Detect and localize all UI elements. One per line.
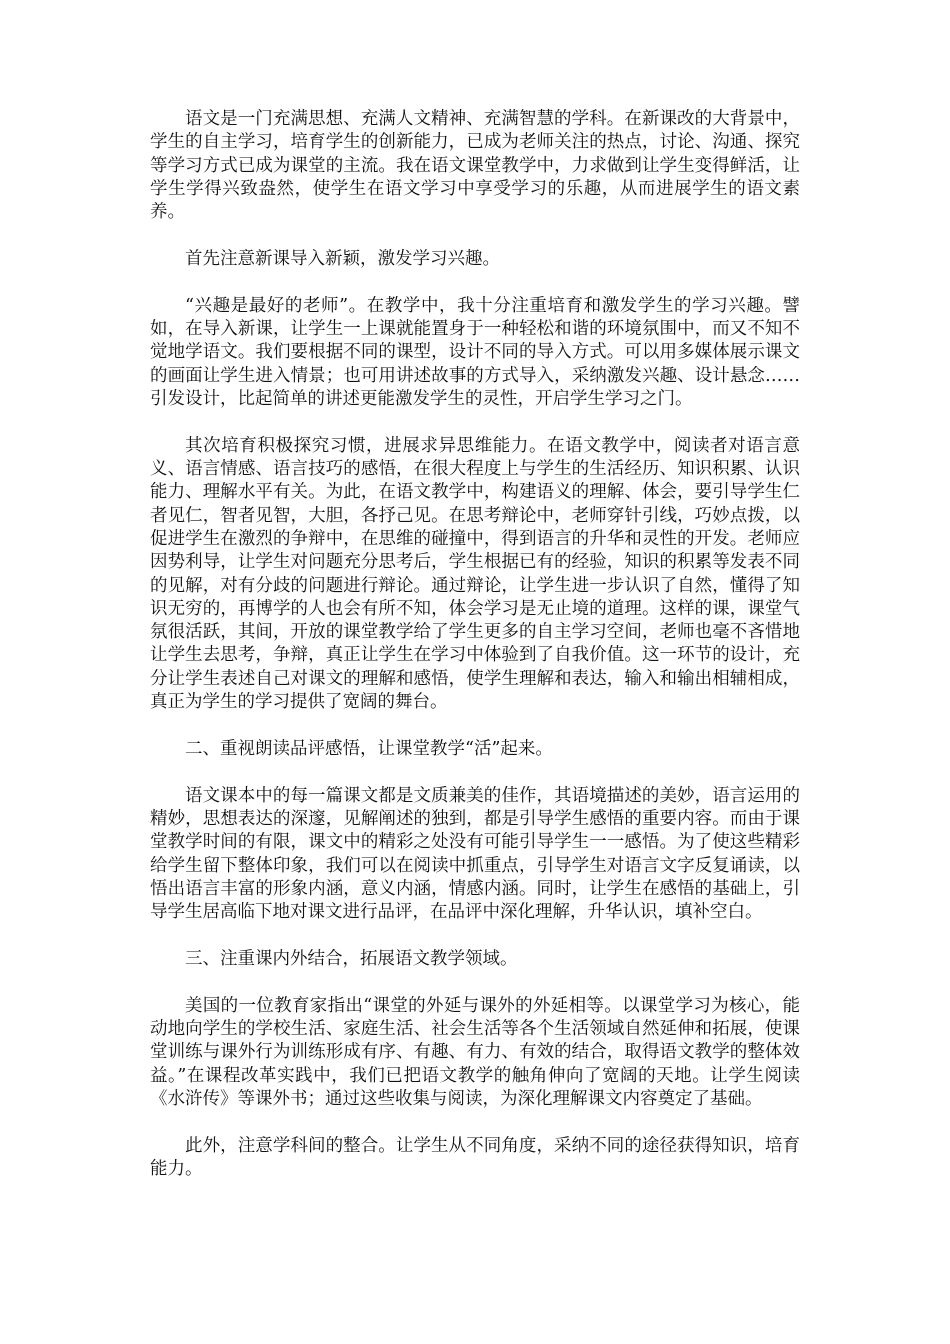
paragraph-heading-2: 二、重视朗读品评感悟，让课堂教学“活”起来。 xyxy=(185,738,553,759)
paragraph-intro: 语文是一门充满思想、充满人文精神、充满智慧的学科。在新课改的大背景中，学生的自主学习，培育学生的创新能力，已成为老师关注的热点，讨论、沟通、探究等学习方式已成为课堂的主流。我在语文课堂教学中，力求做到让学生变得鲜活，让学生学得兴致盎然，使学生在语文学习中享受学习的乐趣，从而进展学生的语文素养。 xyxy=(150,109,800,223)
paragraph-extension: 美国的一位教育家指出“课堂的外延与课外的外延相等。以课堂学习为核心，能动地向学生的学校生活、家庭生活、社会生活等各个生活领域自然延伸和拓展，使课堂训练与课外行为训练形成有序、有趣、有力、有效的结合，取得语文教学的整体效益。”在课程改革实践中，我们已把语文教学的触角伸向了宽阔的天地。让学生阅读《水浒传》等课外书；通过这些收集与阅读，为深化理解课文内容奠定了基础。 xyxy=(150,995,800,1109)
document-body xyxy=(150,108,800,1205)
paragraph-reading: 语文课本中的每一篇课文都是文质兼美的佳作，其语境描述的美妙，语言运用的精妙，思想表达的深邃，见解阐述的独到，都是引导学生感悟的重要内容。而由于课堂教学时间的有限，课文中的精彩之处没有可能引导学生一一感悟。为了使这些精彩给学生留下整体印象，我们可以在阅读中抓重点，引导学生对语言文字反复诵读，以悟出语言丰富的形象内涵，意义内涵，情感内涵。同时，让学生在感悟的基础上，引导学生居高临下地对课文进行品评，在品评中深化理解，升华认识，填补空白。 xyxy=(150,785,800,923)
paragraph-heading-3: 三、注重课内外结合，拓展语文教学领域。 xyxy=(185,948,518,969)
paragraph-interest: “兴趣是最好的老师”。在教学中，我十分注重培育和激发学生的学习兴趣。譬如，在导入新课，让学生一上课就能置身于一种轻松和谐的环境氛围中，而又不知不觉地学语文。我们要根据不同的课型，设计不同的导入方式。可以用多媒体展示课文的画面让学生进入情景；也可用讲述故事的方式导入，采纳激发兴趣、设计悬念……引发设计，比起简单的讲述更能激发学生的灵性，开启学生学习之门。 xyxy=(150,295,800,409)
paragraph-integration: 此外，注意学科间的整合。让学生从不同角度，采纳不同的途径获得知识，培育能力。 xyxy=(150,1135,800,1179)
paragraph-heading-1: 首先注意新课导入新颖，激发学习兴趣。 xyxy=(185,248,500,269)
paragraph-inquiry: 其次培育积极探究习惯，进展求异思维能力。在语文教学中，阅读者对语言意义、语言情感、语言技巧的感悟，在很大程度上与学生的生活经历、知识积累、认识能力、理解水平有关。为此，在语文教学中，构建语义的理解、体会，要引导学生仁者见仁，智者见智，大胆，各抒己见。在思考辩论中，老师穿针引线，巧妙点拨，以促进学生在激烈的争辩中，在思维的碰撞中，得到语言的升华和灵性的开发。老师应因势利导，让学生对问题充分思考后，学生根据已有的经验，知识的积累等发表不同的见解，对有分歧的问题进行辩论。通过辩论，让学生进一步认识了自然，懂得了知识无穷的，再博学的人也会有所不知，体会学习是无止境的道理。这样的课，课堂气氛很活跃，其间，开放的课堂教学给了学生更多的自主学习空间，老师也毫不吝惜地让学生去思考，争辩，真正让学生在学习中体验到了自我价值。这一环节的设计，充分让学生表述自己对课文的理解和感悟，使学生理解和表达，输入和输出相辅相成，真正为学生的学习提供了宽阔的舞台。 xyxy=(150,435,800,713)
